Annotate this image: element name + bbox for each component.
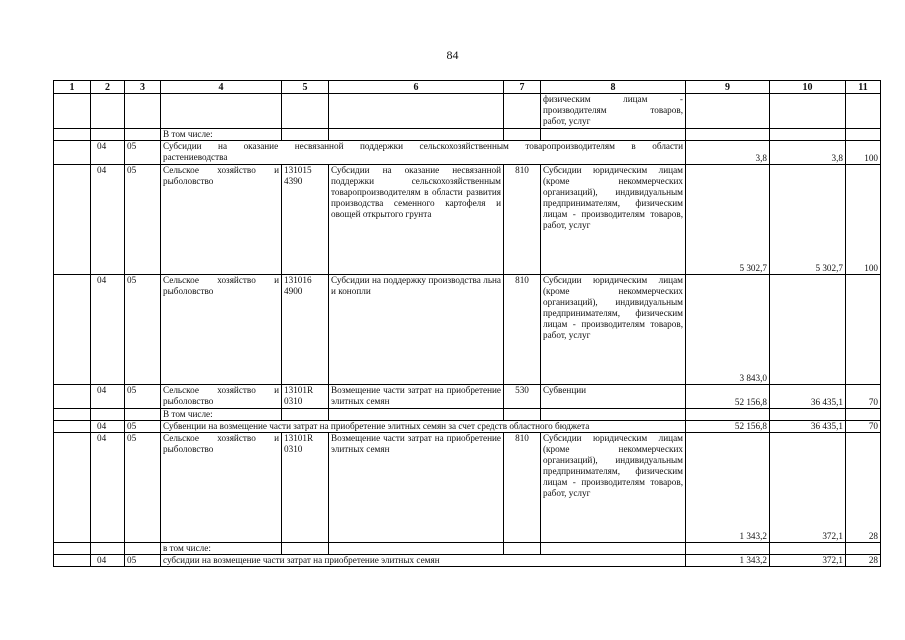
recipient-cell: Субсидии юридическим лицам (кроме некоммерческих организаций), индивидуальным предпринимателям, физическим лицам - производителям товаров, работ, услуг — [541, 275, 686, 385]
subheading-label: в том числе: — [161, 543, 282, 555]
table-subheading-row — [54, 409, 881, 421]
section-code: 04 — [91, 421, 125, 433]
row-description: субсидии на возмещение части затрат на приобретение элитных семян — [161, 555, 686, 567]
expense-type-code: 810 — [504, 433, 541, 543]
recipient-cell: Субсидии юридическим лицам (кроме некоммерческих организаций), индивидуальным предпринимателям, физическим лицам - производителям товаров, работ, услуг — [541, 433, 686, 543]
table-row — [54, 275, 881, 385]
subheading-label: В том числе: — [161, 409, 282, 421]
percent-executed: 70 — [846, 421, 881, 433]
expense-description: Субсидии на поддержку производства льна и конопли — [329, 275, 504, 385]
section-name: Сельское хозяйство и рыболовство — [161, 275, 282, 385]
header-col-8: 8 — [541, 81, 686, 94]
budget-table — [53, 80, 881, 567]
expense-description: Субсидии на оказание несвязанной поддержки сельскохозяйственным товаропроизводителям в области развития производства семенного картофеля и овощей открытого грунта — [329, 165, 504, 275]
table-row — [54, 421, 881, 433]
subsection-code: 05 — [125, 275, 161, 385]
planned-amount: 5 302,7 — [686, 165, 770, 275]
table-header — [54, 81, 881, 94]
section-name: Сельское хозяйство и рыболовство — [161, 165, 282, 275]
header-col-9: 9 — [686, 81, 770, 94]
section-code: 04 — [91, 165, 125, 275]
percent-executed: 70 — [846, 385, 881, 409]
percent-executed: 100 — [846, 141, 881, 165]
header-col-6: 6 — [329, 81, 504, 94]
subsection-code: 05 — [125, 555, 161, 567]
planned-amount: 3,8 — [686, 141, 770, 165]
table-subheading-row — [54, 543, 881, 555]
subsection-code: 05 — [125, 165, 161, 275]
recipient-cell: Субсидии юридическим лицам (кроме некоммерческих организаций), индивидуальным предпринимателям, физическим лицам - производителям товаров, работ, услуг — [541, 165, 686, 275]
header-col-4: 4 — [161, 81, 282, 94]
recipient-cell: физическим лицам - производителям товаров, работ, услуг — [541, 94, 686, 129]
target-code: 131015 4390 — [282, 165, 329, 275]
expense-type-code: 810 — [504, 165, 541, 275]
expense-description: Возмещение части затрат на приобретение элитных семян — [329, 433, 504, 543]
section-code: 04 — [91, 141, 125, 165]
header-col-2: 2 — [91, 81, 125, 94]
actual-amount — [770, 275, 846, 385]
subsection-code: 05 — [125, 141, 161, 165]
expense-type-code: 810 — [504, 275, 541, 385]
target-code: 13101R 0310 — [282, 433, 329, 543]
planned-amount: 1 343,2 — [686, 555, 770, 567]
actual-amount: 372,1 — [770, 433, 846, 543]
percent-executed — [846, 275, 881, 385]
planned-amount: 1 343,2 — [686, 433, 770, 543]
subsection-code: 05 — [125, 421, 161, 433]
actual-amount: 372,1 — [770, 555, 846, 567]
section-code: 04 — [91, 555, 125, 567]
actual-amount: 3,8 — [770, 141, 846, 165]
actual-amount: 36 435,1 — [770, 421, 846, 433]
section-name: Сельское хозяйство и рыболовство — [161, 385, 282, 409]
planned-amount: 52 156,8 — [686, 385, 770, 409]
section-code: 04 — [91, 385, 125, 409]
header-col-10: 10 — [770, 81, 846, 94]
target-code: 13101R 0310 — [282, 385, 329, 409]
page-number: 84 — [446, 48, 459, 62]
table-subheading-row — [54, 129, 881, 141]
subheading-label: В том числе: — [161, 129, 282, 141]
planned-amount: 3 843,0 — [686, 275, 770, 385]
table-row — [54, 165, 881, 275]
section-code: 04 — [91, 433, 125, 543]
expense-description: Возмещение части затрат на приобретение элитных семян — [329, 385, 504, 409]
section-code: 04 — [91, 275, 125, 385]
percent-executed: 28 — [846, 555, 881, 567]
actual-amount: 5 302,7 — [770, 165, 846, 275]
table-row — [54, 555, 881, 567]
actual-amount: 36 435,1 — [770, 385, 846, 409]
subsection-code: 05 — [125, 385, 161, 409]
row-description: Субвенции на возмещение части затрат на приобретение элитных семян за счет средств областного бюджета — [161, 421, 686, 433]
table-row-continuation — [54, 94, 881, 129]
percent-executed: 100 — [846, 165, 881, 275]
planned-amount: 52 156,8 — [686, 421, 770, 433]
recipient-cell: Субвенции — [541, 385, 686, 409]
subsection-code: 05 — [125, 433, 161, 543]
section-name: Сельское хозяйство и рыболовство — [161, 433, 282, 543]
expense-type-code: 530 — [504, 385, 541, 409]
table-row — [54, 433, 881, 543]
table-row — [54, 141, 881, 165]
row-description: Субсидии на оказание несвязанной поддержки сельскохозяйственным товаропроизводителям в области растениеводства — [161, 141, 686, 165]
header-col-5: 5 — [282, 81, 329, 94]
header-col-1: 1 — [54, 81, 91, 94]
header-col-7: 7 — [504, 81, 541, 94]
table-row — [54, 385, 881, 409]
target-code: 131016 4900 — [282, 275, 329, 385]
header-col-11: 11 — [846, 81, 881, 94]
percent-executed: 28 — [846, 433, 881, 543]
header-col-3: 3 — [125, 81, 161, 94]
